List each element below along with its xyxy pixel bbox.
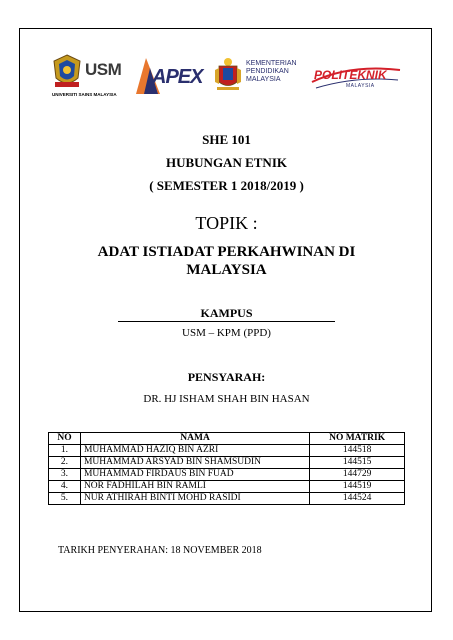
row-name: MUHAMMAD HAZIQ BIN AZRI xyxy=(80,445,309,457)
apex-wordmark: APEX xyxy=(152,66,203,88)
table-header-row xyxy=(49,433,405,445)
header-name: NAMA xyxy=(80,433,309,445)
course-name: HUBUNGAN ETNIK xyxy=(166,155,287,170)
table-row xyxy=(49,481,405,493)
malaysia-crest-icon xyxy=(214,56,242,92)
header-no: NO xyxy=(49,433,81,445)
campus-underline xyxy=(118,321,335,322)
kpm-line-2: PENDIDIKAN xyxy=(246,68,289,75)
row-name: NUR ATHIRAH BINTI MOHD RASIDI xyxy=(80,493,309,505)
table-row xyxy=(49,469,405,481)
row-matric: 144515 xyxy=(310,457,405,469)
course-code: SHE 101 xyxy=(202,132,251,147)
lecturer-name: DR. HJ ISHAM SHAH BIN HASAN xyxy=(143,393,310,405)
row-name: NOR FADHILAH BIN RAMLI xyxy=(80,481,309,493)
submission-date: TARIKH PENYERAHAN: 18 NOVEMBER 2018 xyxy=(58,545,262,556)
table-row xyxy=(49,493,405,505)
usm-caption: UNIVERSITI SAINS MALAYSIA xyxy=(52,92,117,97)
politeknik-sub: MALAYSIA xyxy=(346,83,375,89)
kpm-logo xyxy=(214,52,314,102)
row-matric: 144729 xyxy=(310,469,405,481)
logo-row xyxy=(52,52,404,102)
kpm-text xyxy=(246,60,297,84)
politeknik-wordmark: POLITEKNIK xyxy=(314,68,387,82)
row-no: 2. xyxy=(49,457,81,469)
usm-logo xyxy=(52,52,130,102)
members-table xyxy=(48,432,405,505)
usm-wordmark: USM xyxy=(85,60,122,79)
usm-crest-icon xyxy=(52,54,82,90)
topic-title-line-2: MALAYSIA xyxy=(186,262,267,278)
topic-heading: TOPIK : xyxy=(195,213,258,233)
header-matric: NO MATRIK xyxy=(310,433,405,445)
campus-label: KAMPUS xyxy=(200,306,253,320)
row-name: MUHAMMAD ARSYAD BIN SHAMSUDIN xyxy=(80,457,309,469)
apex-logo xyxy=(134,52,206,102)
lecturer-label: PENSYARAH: xyxy=(187,370,266,384)
row-no: 4. xyxy=(49,481,81,493)
row-no: 1. xyxy=(49,445,81,457)
row-matric: 144519 xyxy=(310,481,405,493)
kpm-line-3: MALAYSIA xyxy=(246,76,281,83)
topic-title-line-1: ADAT ISTIADAT PERKAHWINAN DI xyxy=(97,244,356,260)
campus-value: USM – KPM (PPD) xyxy=(182,327,271,339)
row-matric: 144524 xyxy=(310,493,405,505)
kpm-line-1: KEMENTERIAN xyxy=(246,60,297,67)
course-semester: ( SEMESTER 1 2018/2019 ) xyxy=(149,178,304,193)
table-row xyxy=(49,457,405,469)
row-no: 5. xyxy=(49,493,81,505)
row-no: 3. xyxy=(49,469,81,481)
row-name: MUHAMMAD FIRDAUS BIN FUAD xyxy=(80,469,309,481)
table-row xyxy=(49,445,405,457)
row-matric: 144518 xyxy=(310,445,405,457)
politeknik-logo xyxy=(310,52,404,102)
